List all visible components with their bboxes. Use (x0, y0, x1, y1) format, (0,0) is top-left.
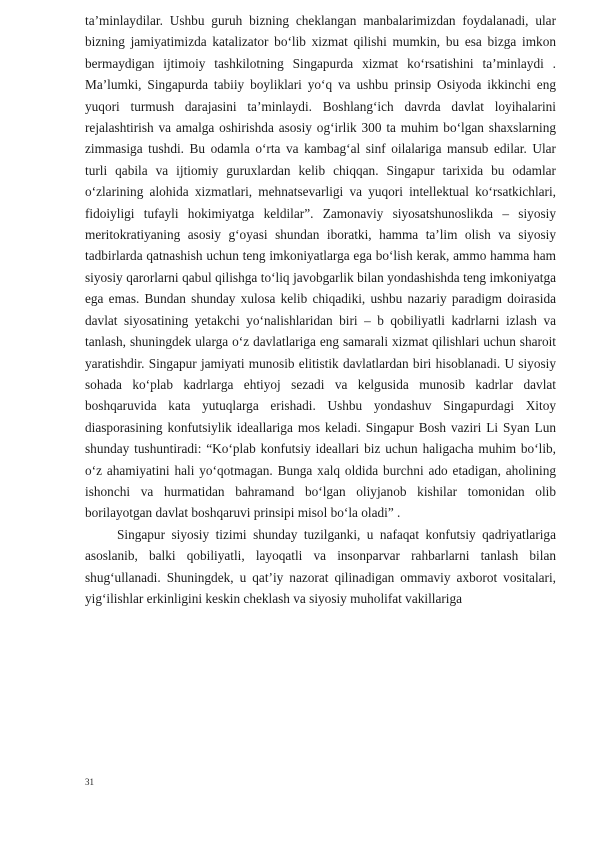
page-number: 31 (85, 777, 94, 787)
paragraph-1: ta’minlaydilar. Ushbu guruh bizning cheklangan manbalarimizdan foydalanadi, ular bizning jamiyatimizda katalizator bo‘lib xizmat qilishi mumkin, bu esa bizga imkon bermaydigan ijtimoiy tashkilotning Singapurda xizmat ko‘rsatishini ta’minlaydi . Ma’lumki, Singapurda tabiiy boyliklari yo‘q va ushbu prinsip Osiyoda ikkinchi eng yuqori turmush darajasini ta’minlaydi. Boshlang‘ich davrda davlat loyihalarini rejalashtirish va amalga oshirishda asosiy og‘irlik 300 ta muhim bo‘lgan shaxslarning zimmasiga tushdi. Bu odamla o‘rta va kambag‘al sinf oilalariga mansub edilar. Ular turli qabila va ijtiomiy guruxlardan kelib chiqqan. Singapur tarixida bu odamlar o‘zlarining alohida xizmatlari, mehnatsevarligi va yuqori intellektual ko‘rsatkichlari, fidoiyligi tufayli hokimiyatga keldilar”. Zamonaviy siyosatshunoslikda – siyosiy meritokratiyaning asosiy g‘oyasi shundan iboratki, hamma ta’lim olish va siyosiy tadbirlarda qatnashish uchun teng imkoniyatlarga ega bo‘lish kerak, ammo hamma ham siyosiy qarorlarni qabul qilishga to‘liq javobgarlik bilan yondashishda teng imkoniyatga ega emas. Bundan shunday xulosa kelib chiqadiki, ushbu nazariy paradigm doirasida davlat siyosatining yetakchi yo‘nalishlaridan biri – b qobiliyatli kadrlarni izlash va tanlash, shuningdek ularga o‘z davlatlariga eng samarali xizmat qilishlari uchun sharoit yaratishdir. Singapur jamiyati munosib elitistik davlatlardan biri hisoblanadi. U siyosiy sohada ko‘plab kadrlarga ehtiyoj sezadi va kelgusida munosib kadrlar davlat boshqaruvida kata yutuqlarga erishadi. Ushbu yondashuv Singapurdagi Xitoy diasporasining konfutsiylik ideallariga mos keladi. Singapur Bosh vaziri Li Syan Lun shunday tushuntiradi: “Ko‘plab konfutsiy ideallari biz uchun haligacha muhim bo‘lib, o‘z ahamiyatini hali yo‘qotmagan. Bunga xalq oldida burchni ado etadigan, aholining ishonchi va hurmatidan bahramand bo‘lgan oliyjanob kishilar tomonidan olib borilayotgan davlat boshqaruvi prinsipi misol bo‘la oladi” . (85, 13, 556, 521)
body-text (85, 10, 556, 609)
paragraph-2: Singapur siyosiy tizimi shunday tuzilganki, u nafaqat konfutsiy qadriyatlariga asoslanib, balki qobiliyatli, layoqatli va insonparvar rahbarlarni tanlash bilan shug‘ullanadi. Shuningdek, u qat’iy nazorat qilinadigan ommaviy axborot vositalari, yig‘ilishlar erkinligini keskin cheklash va siyosiy muholifat vakillariga (85, 526, 556, 606)
